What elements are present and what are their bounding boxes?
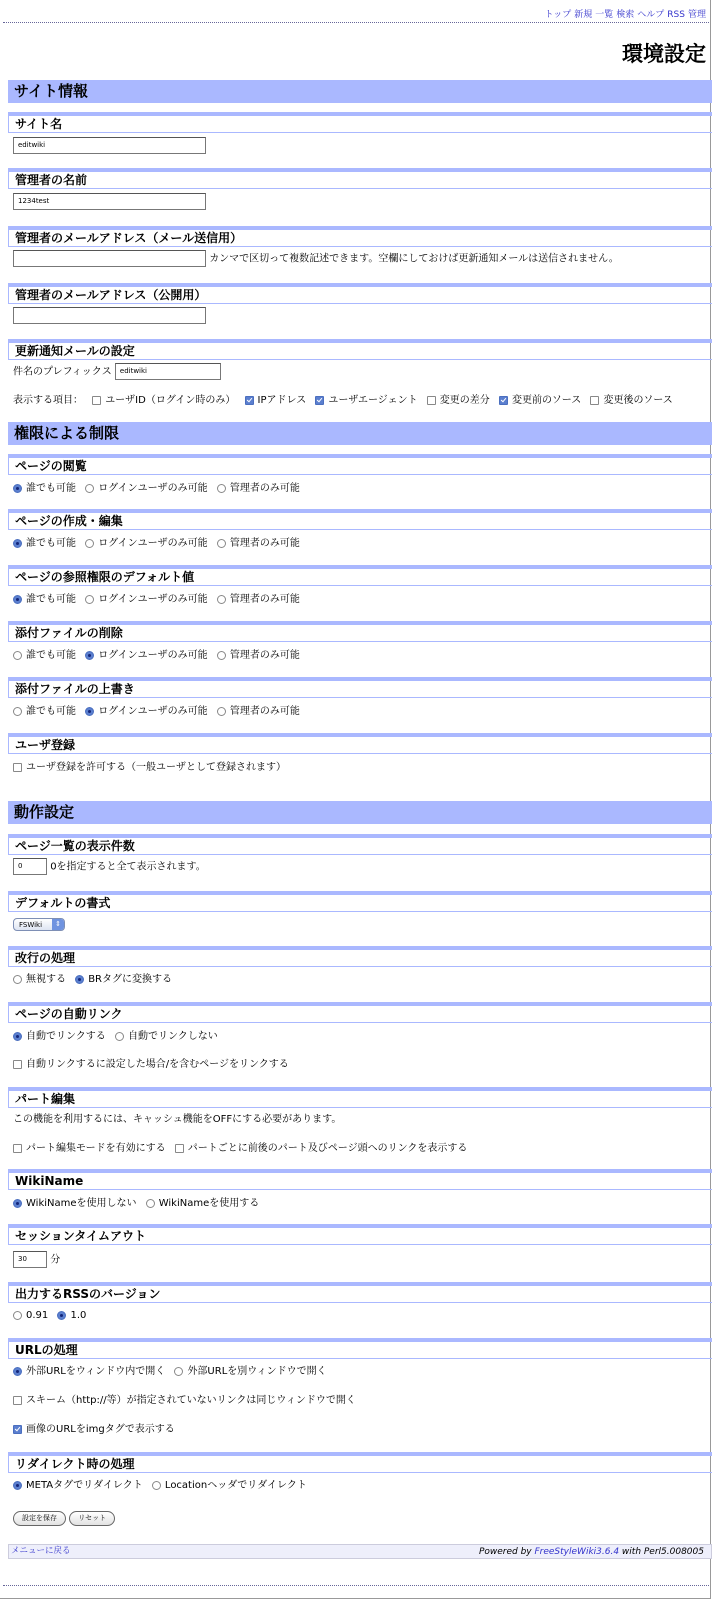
- perm-view-login-label: ログインユーザのみ可能: [98, 483, 208, 494]
- wikiname-off-radio[interactable]: [13, 1199, 22, 1208]
- item-diff-label: 変更の差分: [439, 395, 490, 406]
- save-button[interactable]: 設定を保存: [13, 1511, 66, 1526]
- admin-mail-heading: 管理者のメールアドレス（メール送信用）: [8, 226, 712, 247]
- nav-search[interactable]: 検索: [616, 10, 635, 20]
- notify-items: [8, 394, 711, 408]
- user-reg-label: ユーザ登録を許可する（一般ユーザとして登録されます）: [26, 762, 286, 773]
- perm-edit-login-label: ログインユーザのみ可能: [98, 538, 208, 549]
- item-userid-label: ユーザID（ログイン時のみ）: [105, 395, 236, 406]
- items-label: 表示する項目：: [13, 395, 83, 406]
- url-new-window-label: 外部URLを別ウィンドウで開く: [187, 1366, 327, 1377]
- perm-edit-anyone-radio[interactable]: [13, 539, 22, 548]
- redirect-meta-radio[interactable]: [13, 1481, 22, 1490]
- redirect-location-label: Locationヘッダでリダイレクト: [164, 1480, 307, 1491]
- item-ip-checkbox[interactable]: [245, 396, 254, 405]
- nav-admin[interactable]: 管理: [687, 10, 706, 20]
- perm-view-admin-label: 管理者のみ可能: [229, 483, 300, 494]
- newline-br-radio[interactable]: [75, 975, 84, 984]
- top-divider: [3, 22, 709, 23]
- rss-10-radio[interactable]: [57, 1311, 66, 1320]
- default-format-heading: デフォルトの書式: [8, 891, 712, 912]
- perm-attach-delete-anyone-label: 誰でも可能: [26, 650, 76, 661]
- autolink-slash-label: 自動リンクするに設定した場合/を含むページをリンクする: [26, 1059, 289, 1070]
- nav-help[interactable]: ヘルプ: [637, 10, 665, 20]
- autolink-on-radio[interactable]: [13, 1032, 22, 1041]
- perm-edit-heading: ページの作成・編集: [8, 509, 712, 530]
- perm-edit-admin-label: 管理者のみ可能: [229, 538, 300, 549]
- perm-attach-delete-heading: 添付ファイルの削除: [8, 621, 712, 642]
- menu-link[interactable]: メニューに戻る: [8, 1544, 712, 1559]
- rss-heading: 出力するRSSのバージョン: [8, 1282, 712, 1303]
- perm-default-admin-radio[interactable]: [217, 595, 226, 604]
- redirect-heading: リダイレクト時の処理: [8, 1452, 712, 1473]
- perm-attach-overwrite-anyone-radio[interactable]: [13, 707, 22, 716]
- item-before-label: 変更前のソース: [511, 395, 582, 406]
- item-userid-checkbox[interactable]: [92, 396, 101, 405]
- powered-suffix: with Perl5.008005: [619, 1547, 704, 1557]
- wikiname-heading: WikiName: [8, 1169, 712, 1190]
- perm-view-login-radio[interactable]: [85, 484, 94, 493]
- site-name-heading: サイト名: [8, 112, 712, 133]
- perm-edit-admin-radio[interactable]: [217, 539, 226, 548]
- item-after-checkbox[interactable]: [590, 396, 599, 405]
- item-before-checkbox[interactable]: [499, 396, 508, 405]
- perm-attach-delete-admin-radio[interactable]: [217, 651, 226, 660]
- admin-mail-public-input[interactable]: [13, 307, 206, 324]
- url-scheme-checkbox[interactable]: [13, 1396, 22, 1405]
- admin-mail-input[interactable]: [13, 250, 206, 267]
- session-unit: 分: [50, 1254, 61, 1266]
- admin-mail-public-heading: 管理者のメールアドレス（公開用）: [8, 283, 712, 304]
- newline-ignore-radio[interactable]: [13, 975, 22, 984]
- perm-edit-anyone-label: 誰でも可能: [26, 538, 76, 549]
- prefix-label: 件名のプレフィックス: [13, 366, 112, 378]
- wikiname-on-radio[interactable]: [146, 1199, 155, 1208]
- session-heading: セッションタイムアウト: [8, 1224, 712, 1245]
- perm-view-heading: ページの閲覧: [8, 454, 712, 475]
- page-count-heading: ページ一覧の表示件数: [8, 834, 712, 855]
- newline-ignore-label: 無視する: [26, 974, 66, 985]
- perm-default-login-label: ログインユーザのみ可能: [98, 594, 208, 605]
- item-after-label: 変更後のソース: [603, 395, 673, 406]
- perm-default-heading: ページの参照権限のデフォルト値: [8, 565, 712, 586]
- part-edit-links-checkbox[interactable]: [175, 1144, 184, 1153]
- admin-mail-note: カンマで区切って複数記述できます。空欄にしておけば更新通知メールは送信されません。: [209, 253, 619, 265]
- url-img-label: 画像のURLをimgタグで表示する: [26, 1424, 175, 1435]
- section-site-info: サイト情報: [8, 80, 712, 103]
- perm-attach-overwrite-login-label: ログインユーザのみ可能: [98, 706, 208, 717]
- perm-view-anyone-label: 誰でも可能: [26, 483, 76, 494]
- reset-button[interactable]: リセット: [69, 1511, 115, 1526]
- session-input[interactable]: 30: [13, 1251, 47, 1268]
- redirect-location-radio[interactable]: [152, 1481, 161, 1490]
- select-arrows-icon: ⇕: [52, 919, 64, 930]
- url-same-window-radio[interactable]: [13, 1367, 22, 1376]
- part-edit-note: この機能を利用するには、キャッシュ機能をOFFにする必要があります。: [13, 1114, 342, 1125]
- perm-attach-overwrite-admin-label: 管理者のみ可能: [229, 706, 300, 717]
- perm-view-admin-radio[interactable]: [217, 484, 226, 493]
- default-format-select[interactable]: [13, 918, 65, 931]
- wikiname-off-label: WikiNameを使用しない: [26, 1198, 137, 1209]
- page-count-input[interactable]: 0: [13, 858, 47, 875]
- item-ip-label: IPアドレス: [257, 395, 307, 406]
- perm-attach-delete-login-radio[interactable]: [85, 651, 94, 660]
- url-img-checkbox[interactable]: [13, 1425, 22, 1434]
- rss-091-radio[interactable]: [13, 1311, 22, 1320]
- page-count-note: 0を指定すると全て表示されます。: [50, 861, 206, 873]
- part-edit-enable-label: パート編集モードを有効にする: [26, 1143, 166, 1154]
- url-heading: URLの処理: [8, 1338, 712, 1359]
- nav-list[interactable]: 一覧: [595, 10, 614, 20]
- autolink-on-label: 自動でリンクする: [26, 1031, 106, 1042]
- nav-rss[interactable]: RSS: [667, 10, 685, 20]
- powered-by: [479, 1547, 704, 1557]
- autolink-slash-checkbox[interactable]: [13, 1060, 22, 1069]
- autolink-off-radio[interactable]: [115, 1032, 124, 1041]
- perm-attach-overwrite-admin-radio[interactable]: [217, 707, 226, 716]
- powered-prefix: Powered by: [478, 1547, 535, 1557]
- section-permissions: 権限による制限: [8, 422, 712, 445]
- rss-10-label: 1.0: [70, 1310, 87, 1321]
- page-title: 環境設定: [622, 42, 706, 66]
- bottom-divider: [3, 1585, 709, 1586]
- item-ua-label: ユーザエージェント: [328, 395, 418, 406]
- perm-edit-login-radio[interactable]: [85, 539, 94, 548]
- part-edit-links-label: パートごとに前後のパート及びページ頭へのリンクを表示する: [187, 1143, 468, 1154]
- perm-default-admin-label: 管理者のみ可能: [229, 594, 300, 605]
- prefix-input[interactable]: editwiki: [115, 363, 221, 380]
- top-nav: [542, 7, 707, 20]
- autolink-off-label: 自動でリンクしない: [128, 1031, 218, 1042]
- nav-new[interactable]: 新規: [574, 10, 593, 20]
- rss-091-label: 0.91: [26, 1310, 49, 1321]
- item-ua-checkbox[interactable]: [315, 396, 324, 405]
- url-scheme-label: スキーム（http://等）が指定されていないリンクは同じウィンドウで開く: [26, 1395, 356, 1406]
- redirect-meta-label: METAタグでリダイレクト: [26, 1480, 143, 1491]
- admin-name-input[interactable]: 1234test: [13, 193, 206, 210]
- perm-attach-delete-login-label: ログインユーザのみ可能: [98, 650, 208, 661]
- perm-attach-overwrite-heading: 添付ファイルの上書き: [8, 677, 712, 698]
- autolink-heading: ページの自動リンク: [8, 1002, 712, 1023]
- section-behavior: 動作設定: [8, 801, 712, 824]
- part-edit-heading: パート編集: [8, 1087, 712, 1108]
- perm-view-anyone-radio[interactable]: [13, 484, 22, 493]
- notify-heading: 更新通知メールの設定: [8, 339, 712, 360]
- perm-attach-overwrite-anyone-label: 誰でも可能: [26, 706, 76, 717]
- item-diff-checkbox[interactable]: [427, 396, 436, 405]
- wikiname-on-label: WikiNameを使用する: [158, 1198, 260, 1209]
- nav-top[interactable]: トップ: [544, 10, 572, 20]
- perm-attach-delete-admin-label: 管理者のみ可能: [229, 650, 300, 661]
- default-format-value: FSWiki: [19, 921, 43, 929]
- newline-heading: 改行の処理: [8, 946, 712, 967]
- perm-default-login-radio[interactable]: [85, 595, 94, 604]
- perm-attach-overwrite-login-radio[interactable]: [85, 707, 94, 716]
- url-same-window-label: 外部URLをウィンドウ内で開く: [26, 1366, 166, 1377]
- perm-default-anyone-radio[interactable]: [13, 595, 22, 604]
- url-new-window-radio[interactable]: [174, 1367, 183, 1376]
- user-reg-heading: ユーザ登録: [8, 733, 712, 754]
- perm-attach-delete-anyone-radio[interactable]: [13, 651, 22, 660]
- admin-name-heading: 管理者の名前: [8, 168, 712, 189]
- part-edit-enable-checkbox[interactable]: [13, 1144, 22, 1153]
- user-reg-checkbox[interactable]: [13, 763, 22, 772]
- fswiki-link[interactable]: FreeStyleWiki3.6.4: [534, 1547, 620, 1557]
- newline-br-label: BRタグに変換する: [88, 974, 172, 985]
- site-name-input[interactable]: editwiki: [13, 137, 206, 154]
- perm-default-anyone-label: 誰でも可能: [26, 594, 76, 605]
